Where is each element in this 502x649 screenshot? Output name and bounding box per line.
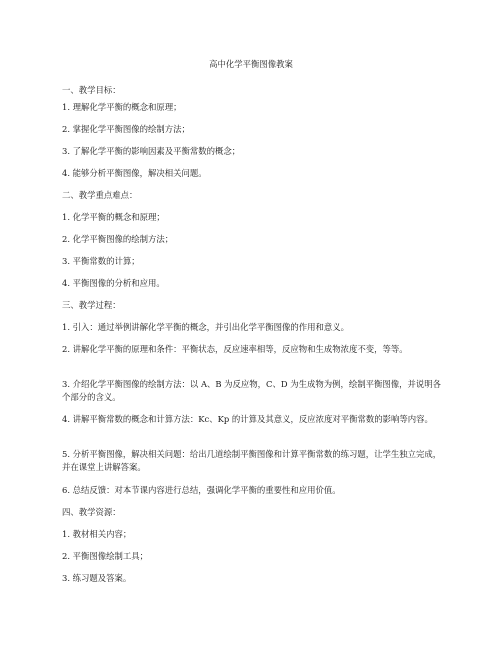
key-point-item-2: 2. 化学平衡图像的绘制方法；	[62, 234, 174, 244]
process-item-4: 4. 讲解平衡常数的概念和计算方法：Kc、Kp 的计算及其意义，反应浓度对平衡常数的影响等内容。	[62, 414, 433, 424]
objective-item-3: 3. 了解化学平衡的影响因素及平衡常数的概念；	[62, 146, 241, 156]
document-title: 高中化学平衡图像教案	[209, 59, 293, 69]
objective-item-4: 4. 能够分析平衡图像，解决相关问题。	[62, 168, 207, 178]
objective-item-1: 1. 理解化学平衡的概念和原理；	[62, 102, 182, 112]
section-heading-key-points: 二、教学重点难点：	[62, 190, 138, 200]
process-item-3: 3. 介绍化学平衡图像的绘制方法：以 A、B 为反应物，C、D 为生成物为例，绘制平衡图像，并说明各个部分的含义。	[62, 379, 441, 402]
process-item-6: 6. 总结反馈：对本节课内容进行总结，强调化学平衡的重要性和应用价值。	[62, 485, 341, 495]
section-heading-objectives: 一、教学目标：	[62, 85, 121, 95]
key-point-item-4: 4. 平衡图像的分析和应用。	[62, 278, 165, 288]
objective-item-2: 2. 掌握化学平衡图像的绘制方法；	[62, 124, 190, 134]
key-point-item-1: 1. 化学平衡的概念和原理；	[62, 212, 165, 222]
key-point-item-3: 3. 平衡常数的计算；	[62, 256, 140, 266]
resource-item-1: 1. 教材相关内容；	[62, 529, 132, 539]
resource-item-2: 2. 平衡图像绘制工具；	[62, 551, 149, 561]
section-heading-resources: 四、教学资源：	[62, 507, 121, 517]
process-item-5: 5. 分析平衡图像，解决相关问题：给出几道绘制平衡图像和计算平衡常数的练习题，让学生独立完成，并在课堂上讲解答案。	[62, 449, 442, 472]
process-item-1: 1. 引入：通过举例讲解化学平衡的概念，并引出化学平衡图像的作用和意义。	[62, 322, 350, 332]
process-item-2: 2. 讲解化学平衡的原理和条件：平衡状态，反应速率相等，反应物和生成物浓度不变，等等。	[62, 344, 408, 354]
section-heading-process: 三、教学过程：	[62, 300, 121, 310]
resource-item-3: 3. 练习题及答案。	[62, 573, 132, 583]
